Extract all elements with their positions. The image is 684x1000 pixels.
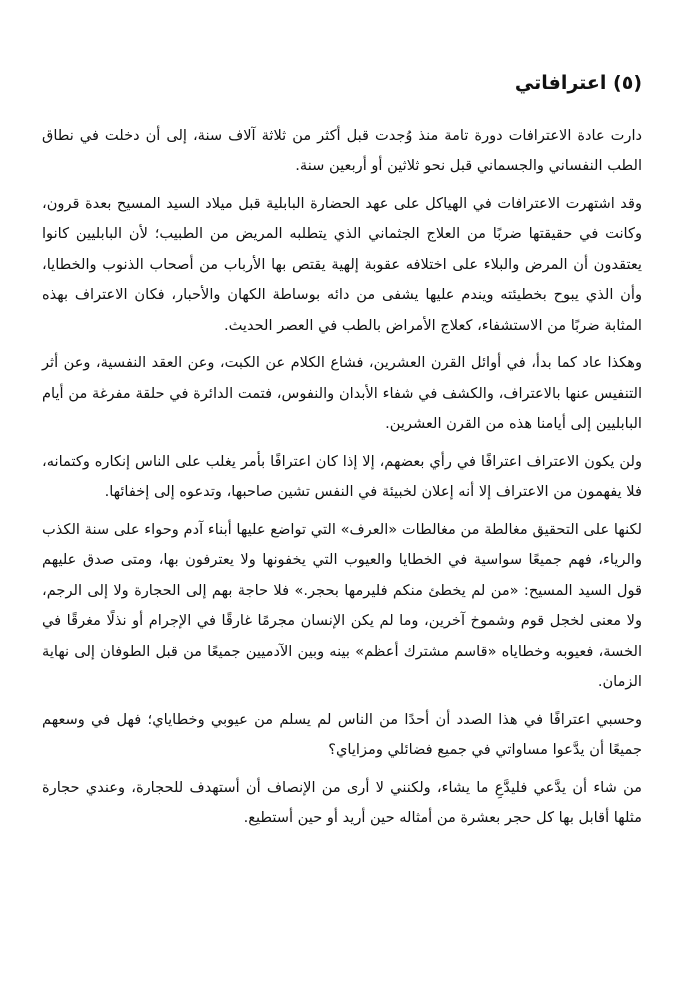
paragraph: من شاء أن يدَّعي فليدَّعِ ما يشاء، ولكنني لا أرى من الإنصاف أن أستهدف للحجارة، وعندي حجارة مثلها أقابل بها كل حجر بعشرة من أمثاله حين أريد أو حين أستطيع. <box>42 778 642 827</box>
paragraph: ولن يكون الاعتراف اعترافًا في رأي بعضهم، إلا إذا كان اعترافًا بأمر يغلب على الناس إنكاره وكتمانه، فلا يفهمون من الاعتراف إلا أنه إعلان لخبيئة في النفس تشين صاحبها، وتدعوه إلى إخفائها. <box>42 452 642 501</box>
chapter-title: (٥) اعترافاتي <box>514 72 642 94</box>
paragraph: وحسبي اعترافًا في هذا الصدد أن أحدًا من الناس لم يسلم من عيوبي وخطاياي؛ فهل في وسعهم جميعًا أن يدَّعوا مساواتي في جميع فضائلي ومزاياي؟ <box>42 710 642 759</box>
paragraph: لكنها على التحقيق مغالطة من مغالطات «العرف» التي تواضع عليها أبناء آدم وحواء على سنة الكذب والرياء، فهم جميعًا سواسية في الخطايا والعيوب التي يخفونها ولا يعترفون بها، ومتى صدق عليهم قول السيد المسيح: «من لم يخطئ منكم فليرمها بحجر.» فلا حاجة بهم إلى الحجارة ولا إلى الرجم، ولا معنى لخجل قوم وشموخ آخرين، وما لم يكن الإنسان مجرمًا غارقًا في الإجرام أو نذلًا مغرقًا في الخسة، فعيوبه وخطاياه «قاسم مشترك أعظم» بينه وبين الآدميين جميعًا من قبل الطوفان إلى نهاية الزمان. <box>42 520 642 691</box>
paragraph: وقد اشتهرت الاعترافات في الهياكل على عهد الحضارة البابلية قبل ميلاد السيد المسيح بعدة قرون، وكانت في حقيقتها ضربًا من العلاج الجثماني الذي يتطلبه المريض من الطبيب؛ لأن البابليين كانوا يعتقدون أن المرض والبلاء على اختلافه عقوبة إلهية يقتص بها الأرباب من أصحاب الذنوب والخطايا، وأن الذي يبوح بخطيئته ويندم عليها يشفى من دائه بوساطة الكهان والأحبار، فكان الاعتراف بهذه المثابة ضربًا من الاستشفاء، كعلاج الأمراض بالطب في العصر الحديث. <box>42 194 642 334</box>
paragraph: دارت عادة الاعترافات دورة تامة منذ وُجدت قبل أكثر من ثلاثة آلاف سنة، إلى أن دخلت في نطاق الطب النفساني والجسماني قبل نحو ثلاثين أو أربعين سنة. <box>42 126 642 175</box>
paragraph: وهكذا عاد كما بدأ، في أوائل القرن العشرين، فشاع الكلام عن الكبت، وعن العقد النفسية، وعن أثر التنفيس عنها بالاعتراف، والكشف في شفاء الأبدان والنفوس، فتمت الدائرة في حلقة مفرغة من أيام البابليين إلى أيامنا هذه من القرن العشرين. <box>42 354 642 433</box>
